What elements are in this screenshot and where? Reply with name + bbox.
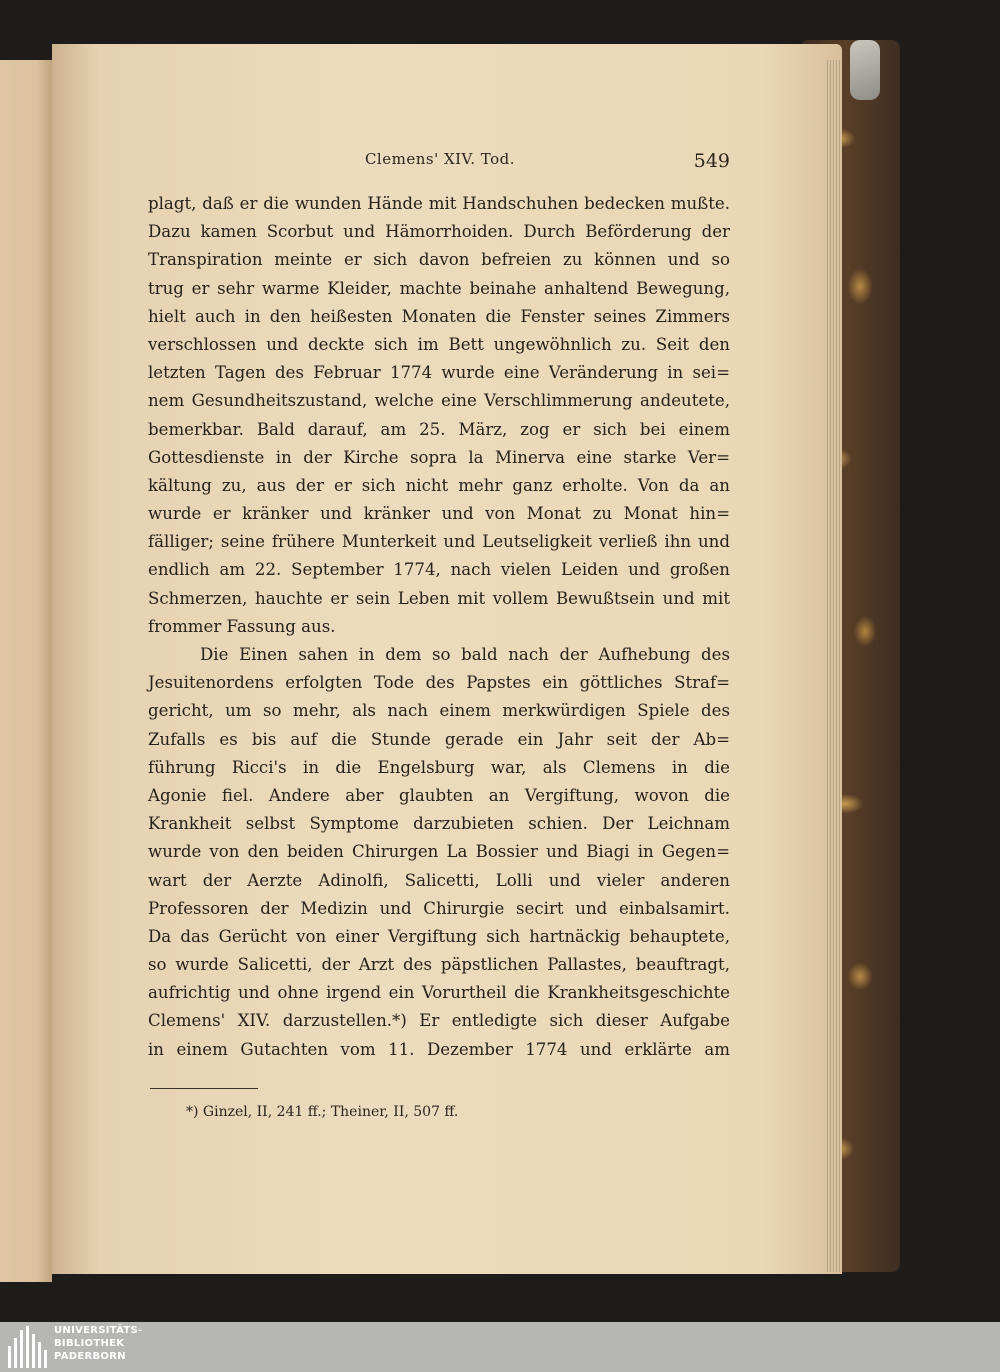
paragraph-start-line: Die Einen sahen in dem so bald nach der Aufhebung des bbox=[200, 645, 730, 664]
paragraph-end-line: frommer Fassung aus. bbox=[148, 616, 336, 636]
text-line: Agonie fiel. Andere aber glaubten an Vergiftung, wovon die bbox=[148, 785, 730, 805]
text-line: Zufalls es bis auf die Stunde gerade ein Jahr seit der Ab= bbox=[148, 729, 730, 749]
text-line: Gottesdienste in der Kirche sopra la Minerva eine starke Ver= bbox=[148, 447, 730, 467]
page-stack-edge bbox=[825, 60, 841, 1272]
library-logo-icon bbox=[8, 1326, 48, 1368]
library-name-line: PADERBORN bbox=[54, 1351, 126, 1362]
library-footer-bar bbox=[0, 1322, 1000, 1372]
text-line: verschlossen und deckte sich im Bett ungewöhnlich zu. Seit den bbox=[148, 334, 730, 354]
text-line: plagt, daß er die wunden Hände mit Handschuhen bedecken mußte. bbox=[148, 194, 730, 213]
body-text bbox=[148, 190, 730, 1064]
text-line: Jesuitenordens erfolgten Tode des Papstes ein göttliches Straf= bbox=[148, 673, 730, 693]
text-line: Schmerzen, hauchte er sein Leben mit vollem Bewußtsein und mit bbox=[148, 588, 730, 608]
running-head: Clemens' XIV. Tod. bbox=[364, 150, 516, 168]
text-line: aufrichtig und ohne irgend ein Vorurtheil die Krankheitsgeschichte bbox=[148, 983, 730, 1003]
text-line: fälliger; seine frühere Munterkeit und Leutseligkeit verließ ihn und bbox=[148, 532, 730, 552]
cover-corner bbox=[850, 40, 880, 100]
text-line: Da das Gerücht von einer Vergiftung sich hartnäckig behauptete, bbox=[148, 926, 730, 946]
left-page-edge bbox=[0, 60, 52, 1282]
text-line: hielt auch in den heißesten Monaten die Fenster seines Zimmers bbox=[148, 306, 730, 326]
text-line: letzten Tagen des Februar 1774 wurde eine Veränderung in sei= bbox=[148, 363, 730, 383]
text-line: Transpiration meinte er sich davon befreien zu können und so bbox=[148, 250, 730, 270]
page-header bbox=[150, 150, 730, 176]
library-name bbox=[54, 1324, 143, 1363]
library-name-line: BIBLIOTHEK bbox=[54, 1338, 125, 1349]
text-line: endlich am 22. September 1774, nach vielen Leiden und großen bbox=[148, 560, 730, 580]
library-name-line: UNIVERSITÄTS- bbox=[54, 1325, 143, 1336]
footnote-rule bbox=[150, 1088, 258, 1089]
text-line: führung Ricci's in die Engelsburg war, als Clemens in die bbox=[148, 757, 730, 777]
footnote: *) Ginzel, II, 241 ff.; Theiner, II, 507 ff. bbox=[186, 1104, 459, 1120]
page-number: 549 bbox=[693, 150, 730, 172]
text-line: gericht, um so mehr, als nach einem merkwürdigen Spiele des bbox=[148, 701, 730, 721]
text-line: wart der Aerzte Adinolfi, Salicetti, Lolli und vieler anderen bbox=[148, 870, 730, 890]
text-line: in einem Gutachten vom 11. Dezember 1774 und erklärte am bbox=[148, 1039, 730, 1059]
text-line: trug er sehr warme Kleider, machte beinahe anhaltend Bewegung, bbox=[148, 278, 730, 298]
text-line: bemerkbar. Bald darauf, am 25. März, zog er sich bei einem bbox=[148, 419, 730, 439]
text-line: kältung zu, aus der er sich nicht mehr ganz erholte. Von da an bbox=[148, 475, 730, 495]
text-line: wurde er kränker und kränker und von Monat zu Monat hin= bbox=[148, 504, 730, 524]
text-line: Clemens' XIV. darzustellen.*) Er entledigte sich dieser Aufgabe bbox=[148, 1011, 730, 1031]
text-line: nem Gesundheitszustand, welche eine Verschlimmerung andeutete, bbox=[148, 391, 730, 411]
text-line: so wurde Salicetti, der Arzt des päpstlichen Pallastes, beauftragt, bbox=[148, 955, 730, 975]
text-line: Dazu kamen Scorbut und Hämorrhoiden. Durch Beförderung der bbox=[148, 222, 730, 242]
text-line: wurde von den beiden Chirurgen La Bossier und Biagi in Gegen= bbox=[148, 842, 730, 862]
text-line: Professoren der Medizin und Chirurgie secirt und einbalsamirt. bbox=[148, 898, 730, 918]
text-line: Krankheit selbst Symptome darzubieten schien. Der Leichnam bbox=[148, 814, 730, 834]
